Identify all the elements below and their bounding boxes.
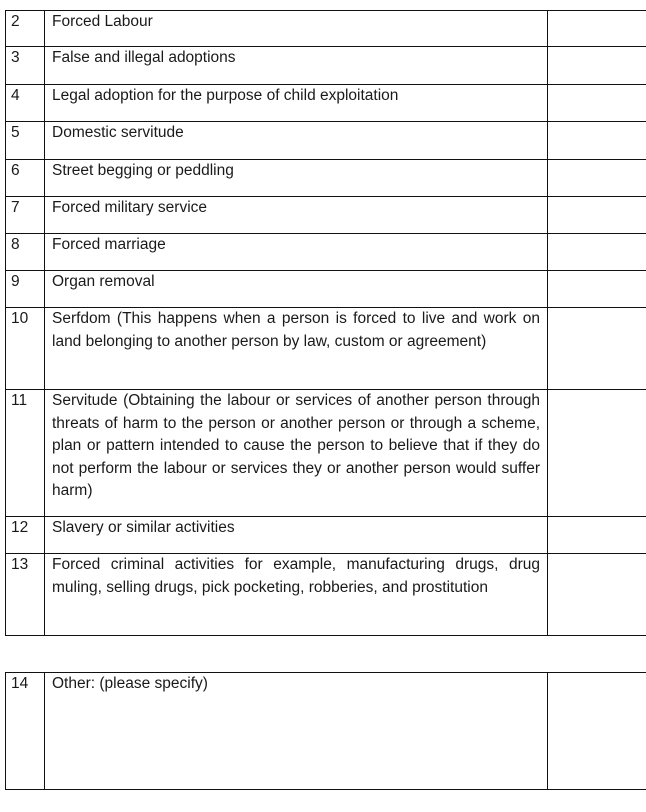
row-description: False and illegal adoptions bbox=[45, 47, 548, 85]
table-row bbox=[6, 673, 646, 790]
row-number: 2 bbox=[6, 11, 45, 47]
table-row bbox=[6, 11, 646, 47]
table-row bbox=[6, 197, 646, 234]
row-number: 11 bbox=[6, 390, 45, 517]
row-number: 9 bbox=[6, 271, 45, 308]
row-description: Forced Labour bbox=[45, 11, 548, 47]
row-number: 10 bbox=[6, 308, 45, 390]
row-answer-cell[interactable] bbox=[548, 234, 646, 271]
row-answer-cell[interactable] bbox=[548, 85, 646, 122]
row-answer-cell[interactable] bbox=[548, 271, 646, 308]
row-description: Legal adoption for the purpose of child exploitation bbox=[45, 85, 548, 122]
table-row bbox=[6, 160, 646, 197]
row-description: Domestic servitude bbox=[45, 122, 548, 160]
row-description: Serfdom (This happens when a person is forced to live and work on land belonging to another person by law, custom or agreement) bbox=[45, 308, 548, 390]
table-row bbox=[6, 517, 646, 554]
row-answer-cell[interactable] bbox=[548, 517, 646, 554]
row-description: Street begging or peddling bbox=[45, 160, 548, 197]
row-number: 7 bbox=[6, 197, 45, 234]
row-number: 5 bbox=[6, 122, 45, 160]
row-number: 3 bbox=[6, 47, 45, 85]
row-answer-cell[interactable] bbox=[548, 11, 646, 47]
row-answer-cell[interactable] bbox=[548, 197, 646, 234]
row-number: 13 bbox=[6, 554, 45, 636]
row-description: Servitude (Obtaining the labour or services of another person through threats of harm to the person or another person or through a scheme, plan or pattern intended to cause the person to believe that if they do not perform the labour or services they or another person would suffer harm) bbox=[45, 390, 548, 517]
row-number: 6 bbox=[6, 160, 45, 197]
row-answer-cell[interactable] bbox=[548, 160, 646, 197]
table-row bbox=[6, 308, 646, 390]
table-row bbox=[6, 85, 646, 122]
row-description: Forced criminal activities for example, manufacturing drugs, drug muling, selling drugs, pick pocketing, robberies, and prostitution bbox=[45, 554, 548, 636]
row-number: 12 bbox=[6, 517, 45, 554]
row-description: Forced marriage bbox=[45, 234, 548, 271]
exploitation-types-table bbox=[5, 10, 646, 636]
row-description: Forced military service bbox=[45, 197, 548, 234]
row-description: Organ removal bbox=[45, 271, 548, 308]
row-answer-cell[interactable] bbox=[548, 673, 646, 790]
row-answer-cell[interactable] bbox=[548, 390, 646, 517]
row-number: 8 bbox=[6, 234, 45, 271]
table-row bbox=[6, 271, 646, 308]
table-row bbox=[6, 122, 646, 160]
table-row bbox=[6, 234, 646, 271]
row-description: Slavery or similar activities bbox=[45, 517, 548, 554]
table-row bbox=[6, 47, 646, 85]
other-specify-table bbox=[5, 672, 646, 790]
row-answer-cell[interactable] bbox=[548, 308, 646, 390]
table-row bbox=[6, 554, 646, 636]
row-answer-cell[interactable] bbox=[548, 47, 646, 85]
other-specify-field[interactable]: Other: (please specify) bbox=[45, 673, 548, 790]
row-number: 4 bbox=[6, 85, 45, 122]
row-answer-cell[interactable] bbox=[548, 554, 646, 636]
row-answer-cell[interactable] bbox=[548, 122, 646, 160]
row-number: 14 bbox=[6, 673, 45, 790]
table-row bbox=[6, 390, 646, 517]
